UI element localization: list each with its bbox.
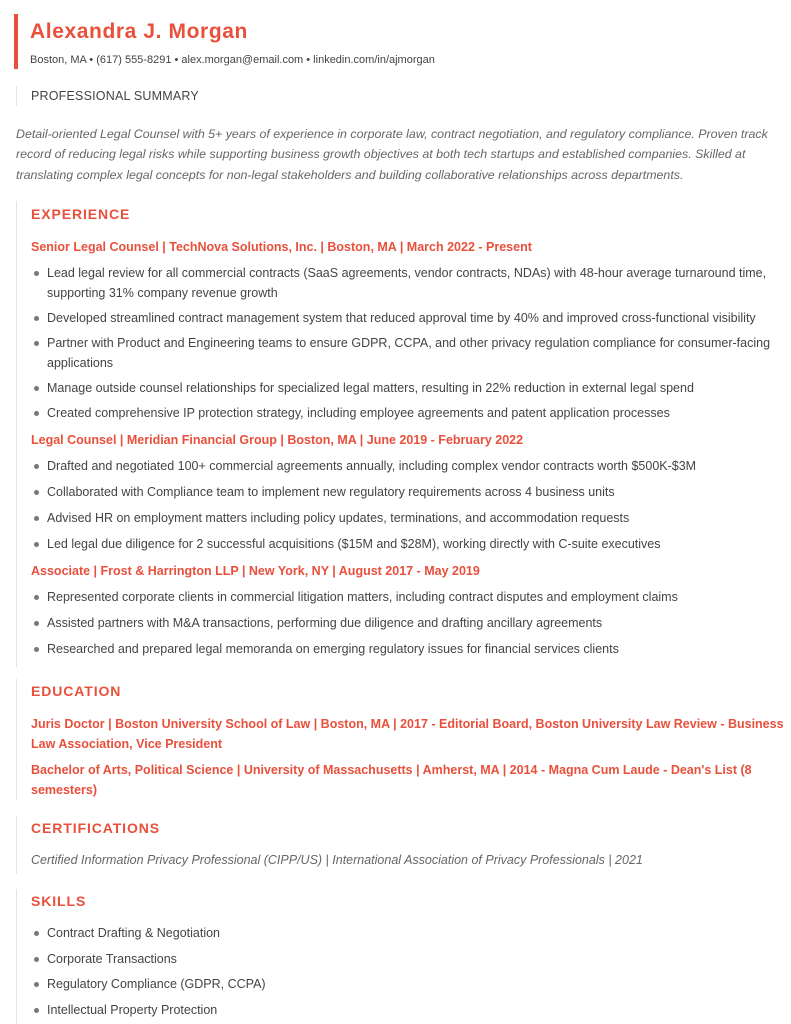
list-item: Intellectual Property Protection bbox=[31, 1000, 791, 1020]
skills-list bbox=[31, 923, 791, 1020]
summary-text: Detail-oriented Legal Counsel with 5+ years of experience in corporate law, contract negotiation, and regulatory compliance. Proven track record of reducing legal risks while supporting business growth objectives at both tech startups and established companies. Skilled at translating complex legal concepts for non-legal stakeholders and building collaborative relationships across departments. bbox=[16, 127, 768, 182]
list-item: Corporate Transactions bbox=[31, 949, 791, 969]
job-entry bbox=[31, 430, 791, 554]
job-bullets bbox=[31, 263, 791, 423]
list-item: Collaborated with Compliance team to implement new regulatory requirements across 4 business units bbox=[31, 482, 791, 502]
resume-header bbox=[14, 14, 770, 69]
list-item: Regulatory Compliance (GDPR, CCPA) bbox=[31, 974, 791, 994]
list-item: Contract Drafting & Negotiation bbox=[31, 923, 791, 943]
experience-section bbox=[16, 201, 791, 667]
list-item: Represented corporate clients in commercial litigation matters, including contract disputes and employment claims bbox=[31, 587, 791, 607]
list-item: Created comprehensive IP protection strategy, including employee agreements and patent application processes bbox=[31, 403, 791, 423]
job-entry bbox=[31, 237, 791, 423]
job-heading: Associate | Frost & Harrington LLP | New York, NY | August 2017 - May 2019 bbox=[31, 564, 480, 578]
list-item: Assisted partners with M&A transactions, performing due diligence and drafting ancillary agreements bbox=[31, 613, 791, 633]
job-entry bbox=[31, 561, 791, 659]
list-item: Partner with Product and Engineering teams to ensure GDPR, CCPA, and other privacy regulation compliance for consumer-facing applications bbox=[31, 333, 791, 373]
contact-line: Boston, MA • (617) 555-8291 • alex.morgan@email.com • linkedin.com/in/ajmorgan bbox=[30, 54, 435, 66]
summary-heading: PROFESSIONAL SUMMARY bbox=[16, 86, 199, 106]
list-item: Developed streamlined contract management system that reduced approval time by 40% and improved cross-functional visibility bbox=[31, 308, 791, 328]
list-item: Researched and prepared legal memoranda on emerging regulatory issues for financial services clients bbox=[31, 639, 791, 659]
list-item: Manage outside counsel relationships for specialized legal matters, resulting in 22% reduction in external legal spend bbox=[31, 378, 791, 398]
experience-heading: EXPERIENCE bbox=[31, 206, 131, 222]
candidate-name: Alexandra J. Morgan bbox=[30, 20, 248, 43]
job-bullets bbox=[31, 456, 791, 554]
list-item: Drafted and negotiated 100+ commercial agreements annually, including complex vendor contracts worth $500K-$3M bbox=[31, 456, 791, 476]
certifications-section bbox=[16, 816, 791, 874]
education-entry: Bachelor of Arts, Political Science | University of Massachusetts | Amherst, MA | 2014 - Magna Cum Laude - Dean's List (8 semesters) bbox=[31, 763, 752, 797]
education-section bbox=[16, 679, 791, 800]
list-item: Advised HR on employment matters including policy updates, terminations, and accommodation requests bbox=[31, 508, 791, 528]
list-item: Led legal due diligence for 2 successful acquisitions ($15M and $28M), working directly with C-suite executives bbox=[31, 534, 791, 554]
education-heading: EDUCATION bbox=[31, 683, 122, 699]
job-heading: Legal Counsel | Meridian Financial Group | Boston, MA | June 2019 - February 2022 bbox=[31, 433, 524, 447]
certification-entry: Certified Information Privacy Professional (CIPP/US) | International Association of Privacy Professionals | 2021 bbox=[31, 853, 643, 867]
education-entry: Juris Doctor | Boston University School of Law | Boston, MA | 2017 - Editorial Board, Boston University Law Review - Business Law Association, Vice President bbox=[31, 717, 784, 751]
job-bullets bbox=[31, 587, 791, 659]
certifications-heading: CERTIFICATIONS bbox=[31, 820, 161, 836]
list-item: Lead legal review for all commercial contracts (SaaS agreements, vendor contracts, NDAs) with 48-hour average turnaround time, supporting 31% company revenue growth bbox=[31, 263, 791, 303]
job-heading: Senior Legal Counsel | TechNova Solutions, Inc. | Boston, MA | March 2022 - Present bbox=[31, 240, 532, 254]
skills-heading: SKILLS bbox=[31, 893, 87, 909]
skills-section bbox=[16, 889, 791, 1024]
